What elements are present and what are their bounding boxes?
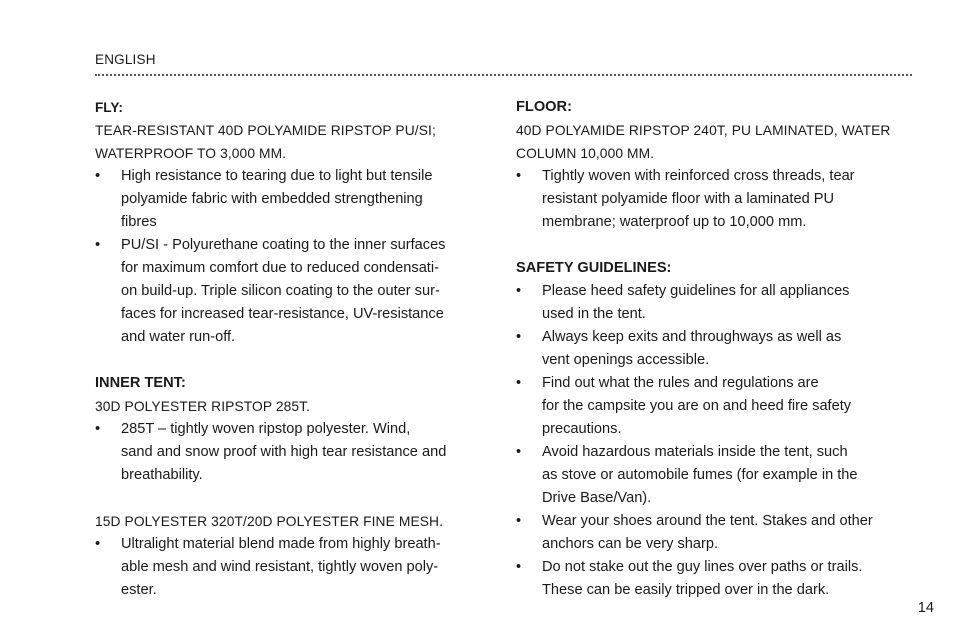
floor-spec-line: COLUMN 10,000 MM. xyxy=(516,146,655,161)
bullet-line: • Avoid hazardous materials inside the tent, such xyxy=(542,444,848,460)
bullet-line: for the campsite you are on and heed fire safety xyxy=(542,398,852,414)
bullet-line: anchors can be very sharp. xyxy=(542,536,719,552)
right-column xyxy=(516,96,916,602)
bullet-line: • Ultralight material blend made from highly breath- xyxy=(121,536,441,552)
inner-tent-spec: 30D POLYESTER RIPSTOP 285T. xyxy=(95,399,311,414)
bullet-line: vent openings accessible. xyxy=(542,352,710,368)
page-number: 14 xyxy=(917,600,934,616)
fly-bullet xyxy=(95,234,487,349)
bullet-line: ester. xyxy=(121,582,157,598)
bullet-line: • 285T – tightly woven ripstop polyester. Wind, xyxy=(121,421,411,437)
bullet-line: polyamide fabric with embedded strengthening xyxy=(121,191,423,207)
safety-heading: SAFETY GUIDELINES: xyxy=(516,260,672,276)
bullet-line: resistant polyamide floor with a laminated PU xyxy=(542,191,835,207)
bullet-line: and water run-off. xyxy=(121,329,236,345)
floor-bullet-list xyxy=(516,165,916,234)
safety-bullet xyxy=(516,280,916,326)
bullet-line: faces for increased tear-resistance, UV-resistance xyxy=(121,306,444,322)
inner-tent-mesh-bullet xyxy=(95,533,487,602)
bullet-line: These can be easily tripped over in the dark. xyxy=(542,582,830,598)
bullet-line: precautions. xyxy=(542,421,622,437)
bullet-line: • Always keep exits and throughways as well as xyxy=(542,329,842,345)
fly-spec-line: WATERPROOF TO 3,000 MM. xyxy=(95,146,287,161)
bullet-line: • High resistance to tearing due to light but tensile xyxy=(121,168,433,184)
bullet-line: for maximum comfort due to reduced condensati- xyxy=(121,260,439,276)
bullet-line: • PU/SI - Polyurethane coating to the inner surfaces xyxy=(121,237,446,253)
fly-bullet xyxy=(95,165,487,234)
bullet-line: membrane; waterproof up to 10,000 mm. xyxy=(542,214,807,230)
safety-bullet xyxy=(516,326,916,372)
inner-tent-mesh-bullet-list xyxy=(95,533,487,602)
dotted-divider xyxy=(95,74,912,76)
bullet-line: breathability. xyxy=(121,467,203,483)
bullet-line: used in the tent. xyxy=(542,306,646,322)
floor-spec-line: 40D POLYAMIDE RIPSTOP 240T, PU LAMINATED, WATER xyxy=(516,123,891,138)
bullet-line: able mesh and wind resistant, tightly woven poly- xyxy=(121,559,439,575)
floor-bullet xyxy=(516,165,916,234)
safety-bullet-list xyxy=(516,280,916,602)
safety-bullet xyxy=(516,510,916,556)
safety-bullet xyxy=(516,441,916,510)
language-label: ENGLISH xyxy=(95,52,156,67)
bullet-line: • Do not stake out the guy lines over paths or trails. xyxy=(542,559,863,575)
inner-tent-bullet-list xyxy=(95,418,487,487)
left-column xyxy=(95,96,487,602)
floor-heading: FLOOR: xyxy=(516,99,572,115)
bullet-line: • Find out what the rules and regulations are xyxy=(542,375,819,391)
fly-heading: FLY: xyxy=(95,100,123,115)
inner-tent-mesh-spec: 15D POLYESTER 320T/20D POLYESTER FINE MESH. xyxy=(95,514,444,529)
fly-bullet-list xyxy=(95,165,487,349)
bullet-line: • Tightly woven with reinforced cross threads, tear xyxy=(542,168,855,184)
inner-tent-heading: INNER TENT: xyxy=(95,375,186,391)
bullet-line: • Please heed safety guidelines for all appliances xyxy=(542,283,850,299)
bullet-line: sand and snow proof with high tear resistance and xyxy=(121,444,447,460)
bullet-line: fibres xyxy=(121,214,157,230)
bullet-line: as stove or automobile fumes (for example in the xyxy=(542,467,858,483)
inner-tent-bullet xyxy=(95,418,487,487)
bullet-line: Drive Base/Van). xyxy=(542,490,652,506)
safety-bullet xyxy=(516,372,916,441)
safety-bullet xyxy=(516,556,916,602)
fly-spec-line: TEAR-RESISTANT 40D POLYAMIDE RIPSTOP PU/SI; xyxy=(95,123,436,138)
bullet-line: • Wear your shoes around the tent. Stakes and other xyxy=(542,513,873,529)
bullet-line: on build-up. Triple silicon coating to the outer sur- xyxy=(121,283,440,299)
